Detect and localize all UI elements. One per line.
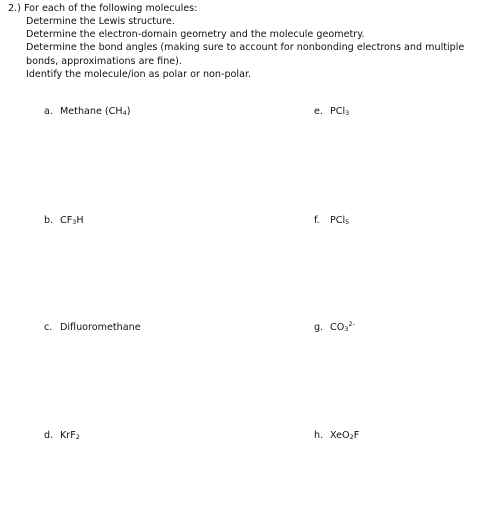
item-formula-text: F <box>353 430 360 441</box>
item-letter: g. <box>314 322 324 333</box>
item-formula-subscript: 2 <box>349 433 354 441</box>
item-letter: h. <box>314 430 324 441</box>
item-letter: f. <box>314 215 320 226</box>
item-formula-subscript: 4 <box>122 109 127 117</box>
item-letter: c. <box>44 322 53 333</box>
item-c-difluoromethane <box>44 322 141 334</box>
instruction-bond-angles: Determine the bond angles (making sure to account for nonbonding electrons and multiple bonds, approximations are fine). <box>26 42 465 67</box>
item-formula-text: CO <box>330 322 345 333</box>
item-formula-text: XeO <box>330 430 350 441</box>
item-letter: b. <box>44 215 54 226</box>
item-d-krf2 <box>44 430 80 442</box>
instructions-list <box>26 15 472 81</box>
item-formula-charge: 2- <box>348 320 355 328</box>
item-letter: d. <box>44 430 54 441</box>
question-header: 2.) For each of the following molecules: <box>8 3 198 14</box>
item-formula-text: ) <box>126 106 131 117</box>
item-formula-text: PCl <box>330 106 346 117</box>
item-g-carbonate <box>314 322 355 334</box>
item-f-pcl5 <box>314 215 349 227</box>
item-formula-text: H <box>76 215 84 226</box>
item-formula-subscript: 5 <box>345 218 350 226</box>
item-h-xeo2f <box>314 430 359 442</box>
instruction-geometry: Determine the electron-domain geometry and the molecule geometry. <box>26 29 365 41</box>
item-a-methane <box>44 106 130 118</box>
item-e-pcl3 <box>314 106 349 118</box>
item-formula-subscript: 2 <box>75 433 80 441</box>
item-formula-text: Difluoromethane <box>60 322 141 333</box>
item-letter: e. <box>314 106 323 117</box>
instruction-polarity: Identify the molecule/ion as polar or non-polar. <box>26 68 252 80</box>
item-letter: a. <box>44 106 53 117</box>
item-formula-text: Methane (CH <box>60 106 123 117</box>
item-formula-subscript: 3 <box>345 109 350 117</box>
instruction-lewis: Determine the Lewis structure. <box>26 16 175 27</box>
item-formula-text: PCl <box>330 215 346 226</box>
item-formula-text: CF <box>60 215 73 226</box>
item-formula-text: KrF <box>60 430 76 441</box>
item-b-cf3h <box>44 215 84 227</box>
item-formula-subscript: 3 <box>344 325 349 333</box>
item-formula-subscript: 3 <box>72 218 77 226</box>
